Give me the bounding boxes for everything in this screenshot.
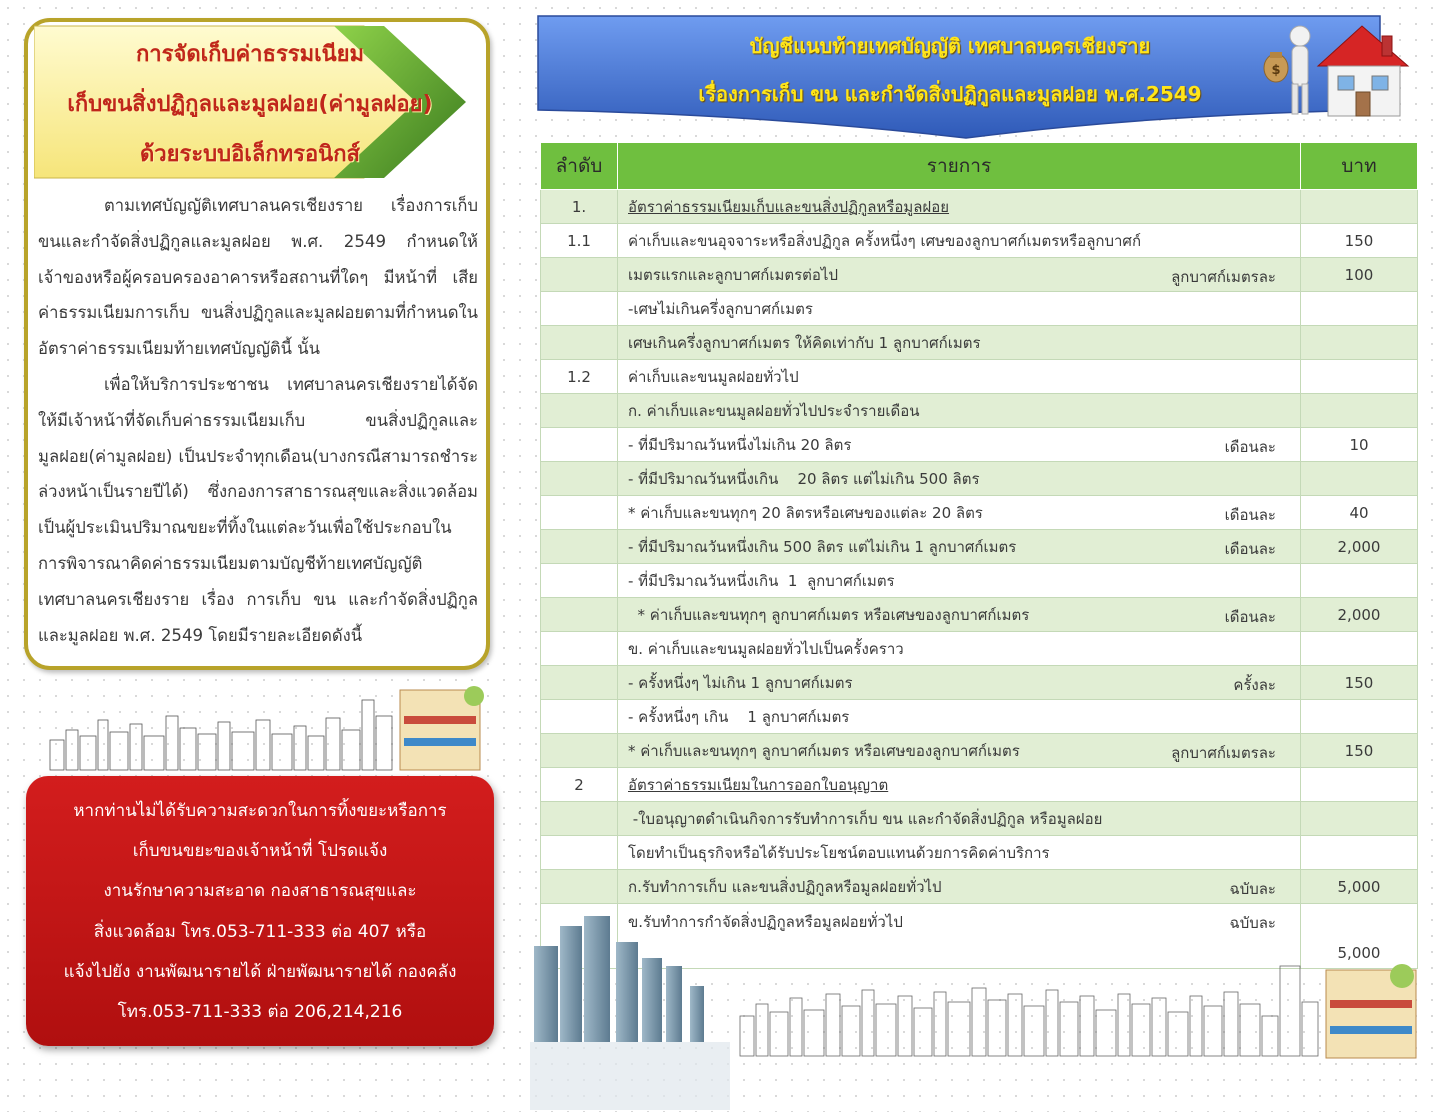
row-amount: 150 — [1301, 666, 1418, 700]
row-item-text: * ค่าเก็บและขนทุกๆ ลูกบาศก์เมตร หรือเศษของลูกบาศก์เมตร — [628, 605, 1030, 624]
row-number — [541, 836, 618, 870]
row-amount — [1301, 190, 1418, 224]
row-unit: เดือนละ — [1224, 540, 1276, 558]
row-amount — [1301, 632, 1418, 666]
intro-text — [38, 188, 478, 653]
row-number: 1.2 — [541, 360, 618, 394]
row-amount — [1301, 564, 1418, 598]
row-amount — [1301, 292, 1418, 326]
row-amount — [1301, 836, 1418, 870]
row-item — [618, 224, 1301, 258]
row-unit: ฉบับละ — [1229, 880, 1276, 898]
row-item-text: โดยทำเป็นธุรกิจหรือได้รับประโยชน์ตอบแทนด้วยการคิดค่าบริการ — [628, 843, 1050, 862]
contact-line: หากท่านไม่ได้รับความสะดวกในการทิ้งขยะหรือการ — [73, 800, 447, 821]
row-item-text: -เศษไม่เกินครึ่งลูกบาศก์เมตร — [628, 299, 813, 318]
row-amount: 150 — [1301, 734, 1418, 768]
row-item — [618, 870, 1301, 904]
row-number — [541, 734, 618, 768]
row-number — [541, 802, 618, 836]
row-item — [618, 360, 1301, 394]
row-item-text: อัตราค่าธรรมเนียมในการออกใบอนุญาต — [628, 775, 889, 794]
row-number — [541, 394, 618, 428]
row-number — [541, 496, 618, 530]
header-title-line: เรื่องการเก็บ ขน และกำจัดสิ่งปฏิกูลและมูลฝอย พ.ศ.2549 — [698, 82, 1202, 106]
row-item — [618, 292, 1301, 326]
column-header-item: รายการ — [618, 143, 1301, 190]
row-amount: 40 — [1301, 496, 1418, 530]
row-amount: 150 — [1301, 224, 1418, 258]
row-amount — [1301, 700, 1418, 734]
row-item — [618, 564, 1301, 598]
row-item-text: ค่าเก็บและขนอุจจาระหรือสิ่งปฏิกูล ครั้งหนึ่งๆ เศษของลูกบาศก์เมตรหรือลูกบาศก์ — [628, 231, 1142, 250]
table-row — [541, 258, 1418, 292]
row-item — [618, 428, 1301, 462]
table-row — [541, 496, 1418, 530]
row-item-text: เมตรแรกและลูกบาศก์เมตรต่อไป — [628, 265, 838, 284]
table-row — [541, 768, 1418, 802]
row-item — [618, 734, 1301, 768]
row-amount: 5,000 — [1301, 904, 1418, 969]
row-item — [618, 666, 1301, 700]
table-row — [541, 598, 1418, 632]
table-row — [541, 360, 1418, 394]
row-unit: ลูกบาศก์เมตรละ — [1171, 744, 1276, 762]
row-item-text: อัตราค่าธรรมเนียมเก็บและขนสิ่งปฏิกูลหรือมูลฝอย — [628, 197, 950, 216]
row-item — [618, 598, 1301, 632]
row-amount: 5,000 — [1301, 870, 1418, 904]
page-title — [40, 28, 460, 178]
table-row — [541, 666, 1418, 700]
row-amount — [1301, 360, 1418, 394]
row-item-text: * ค่าเก็บและขนทุกๆ 20 ลิตรหรือเศษของแต่ละ 20 ลิตร — [628, 503, 983, 522]
column-header-amount: บาท — [1301, 143, 1418, 190]
row-item — [618, 326, 1301, 360]
title-line: เก็บขนสิ่งปฏิกูลและมูลฝอย(ค่ามูลฝอย) — [67, 91, 433, 117]
row-number — [541, 428, 618, 462]
row-amount: 2,000 — [1301, 530, 1418, 564]
header-title — [560, 22, 1340, 118]
row-number: 1. — [541, 190, 618, 224]
table-row — [541, 326, 1418, 360]
row-amount — [1301, 326, 1418, 360]
row-unit: เดือนละ — [1224, 506, 1276, 524]
row-item — [618, 768, 1301, 802]
row-amount — [1301, 394, 1418, 428]
row-unit: ครั้งละ — [1233, 676, 1276, 694]
row-item — [618, 190, 1301, 224]
table-row — [541, 836, 1418, 870]
city-skyline-illustration — [530, 906, 1420, 1110]
row-item-text: * ค่าเก็บและขนทุกๆ ลูกบาศก์เมตร หรือเศษของลูกบาศก์เมตร — [628, 741, 1020, 760]
row-item-text: ข. ค่าเก็บและขนมูลฝอยทั่วไปเป็นครั้งคราว — [628, 639, 904, 658]
table-row — [541, 428, 1418, 462]
row-amount — [1301, 802, 1418, 836]
intro-paragraph: ตามเทศบัญญัติเทศบาลนครเชียงราย เรื่องการเก็บขนและกำจัดสิ่งปฏิกูลและมูลฝอย พ.ศ. 2549 กำหนดให้เจ้าของหรือผู้ครอบครองอาคารหรือสถานที่ใดๆ มีหน้าที่ เสียค่าธรรมเนียมการเก็บ ขนสิ่งปฏิกูลและมูลฝอยตามที่กำหนดในอัตราค่าธรรมเนียมท้ายเทศบัญญัตินี้ นั้น — [38, 196, 478, 359]
table-row — [541, 462, 1418, 496]
row-item-text: - ครั้งหนึ่งๆ เกิน 1 ลูกบาศก์เมตร — [628, 707, 850, 726]
row-number — [541, 700, 618, 734]
row-number — [541, 564, 618, 598]
row-number: 2 — [541, 768, 618, 802]
row-item-text: - ที่มีปริมาณวันหนึ่งเกิน 1 ลูกบาศก์เมตร — [628, 571, 895, 590]
row-item — [618, 394, 1301, 428]
contact-line: แจ้งไปยัง งานพัฒนารายได้ ฝ่ายพัฒนารายได้ กองคลัง — [63, 961, 457, 982]
table-row — [541, 190, 1418, 224]
row-item-text: ก. ค่าเก็บและขนมูลฝอยทั่วไปประจำรายเดือน — [628, 401, 920, 420]
column-header-no: ลำดับ — [541, 143, 618, 190]
title-line: ด้วยระบบอิเล็กทรอนิกส์ — [140, 141, 360, 167]
table-row — [541, 564, 1418, 598]
row-amount — [1301, 462, 1418, 496]
city-skyline-illustration — [44, 676, 484, 776]
contact-line: สิ่งแวดล้อม โทร.053-711-333 ต่อ 407 หรือ — [93, 921, 427, 942]
table-header-row — [541, 143, 1418, 190]
contact-line: เก็บขนขยะของเจ้าหน้าที่ โปรดแจ้ง — [132, 840, 388, 861]
row-number — [541, 666, 618, 700]
table-row — [541, 394, 1418, 428]
fee-table-body — [541, 190, 1418, 969]
header-title-line: บัญชีแนบท้ายเทศบัญญัติ เทศบาลนครเชียงราย — [749, 34, 1151, 58]
table-row — [541, 224, 1418, 258]
row-unit: ลูกบาศก์เมตรละ — [1171, 268, 1276, 286]
table-row — [541, 292, 1418, 326]
row-number — [541, 632, 618, 666]
row-number — [541, 326, 618, 360]
row-item-text: ก.รับทำการเก็บ และขนสิ่งปฏิกูลหรือมูลฝอยทั่วไป — [628, 877, 942, 896]
row-number — [541, 530, 618, 564]
intro-paragraph: เพื่อให้บริการประชาชน เทศบาลนครเชียงรายได้จัดให้มีเจ้าหน้าที่จัดเก็บค่าธรรมเนียมเก็บ ขนสิ่งปฏิกูลและมูลฝอย(ค่ามูลฝอย) เป็นประจำทุกเดือน(บางกรณีสามารถชำระล่วงหน้าเป็นรายปีได้) ซึ่งกองการสาธารณสุขและสิ่งแวดล้อมเป็นผู้ประเมินปริมาณขยะที่ทิ้งในแต่ละวันเพื่อใช้ประกอบในการพิจารณาคิดค่าธรรมเนียมตามบัญชีท้ายเทศบัญญัติเทศบาลนครเชียงราย เรื่อง การเก็บ ขน และกำจัดสิ่งปฏิกูลและมูลฝอย พ.ศ. 2549 โดยมีรายละเอียดดังนี้ — [38, 374, 478, 645]
row-item-text: - ที่มีปริมาณวันหนึ่งเกิน 500 ลิตร แต่ไม่เกิน 1 ลูกบาศก์เมตร — [628, 537, 1017, 556]
row-amount: 10 — [1301, 428, 1418, 462]
table-row — [541, 700, 1418, 734]
table-row — [541, 870, 1418, 904]
table-row — [541, 632, 1418, 666]
row-number — [541, 292, 618, 326]
fee-table — [540, 142, 1418, 969]
row-item-text: - ที่มีปริมาณวันหนึ่งเกิน 20 ลิตร แต่ไม่เกิน 500 ลิตร — [628, 469, 980, 488]
row-item — [618, 258, 1301, 292]
row-unit: เดือนละ — [1224, 608, 1276, 626]
row-item — [618, 802, 1301, 836]
row-item-text: - ครั้งหนึ่งๆ ไม่เกิน 1 ลูกบาศก์เมตร — [628, 673, 853, 692]
row-item-text: - ที่มีปริมาณวันหนึ่งไม่เกิน 20 ลิตร — [628, 435, 852, 454]
row-item — [618, 462, 1301, 496]
svg-text:$: $ — [1271, 63, 1281, 78]
row-number — [541, 258, 618, 292]
row-number — [541, 870, 618, 904]
table-row — [541, 802, 1418, 836]
row-amount: 2,000 — [1301, 598, 1418, 632]
row-item-text: ค่าเก็บและขนมูลฝอยทั่วไป — [628, 367, 799, 386]
row-item — [618, 496, 1301, 530]
money-bag-house-icon — [1262, 14, 1412, 122]
title-line: การจัดเก็บค่าธรรมเนียม — [135, 41, 365, 67]
row-item — [618, 700, 1301, 734]
contact-info-box — [26, 776, 494, 1046]
row-number — [541, 462, 618, 496]
row-number: 1.1 — [541, 224, 618, 258]
row-item — [618, 836, 1301, 870]
row-item-text: ข.รับทำการกำจัดสิ่งปฏิกูลหรือมูลฝอยทั่วไป — [628, 913, 903, 931]
row-item — [618, 632, 1301, 666]
row-item — [618, 530, 1301, 564]
row-item-text: -ใบอนุญาตดำเนินกิจการรับทำการเก็บ ขน และกำจัดสิ่งปฏิกูล หรือมูลฝอย — [628, 809, 1103, 828]
row-number — [541, 598, 618, 632]
row-amount: 100 — [1301, 258, 1418, 292]
contact-line: งานรักษาความสะอาด กองสาธารณสุขและ — [103, 881, 417, 902]
row-unit: ฉบับละ — [1229, 914, 1276, 932]
row-unit: เดือนละ — [1224, 438, 1276, 456]
row-amount — [1301, 768, 1418, 802]
table-row — [541, 530, 1418, 564]
table-row — [541, 734, 1418, 768]
row-item-text: เศษเกินครึ่งลูกบาศก์เมตร ให้คิดเท่ากับ 1 ลูกบาศก์เมตร — [628, 333, 981, 352]
contact-line: โทร.053-711-333 ต่อ 206,214,216 — [117, 1002, 403, 1023]
